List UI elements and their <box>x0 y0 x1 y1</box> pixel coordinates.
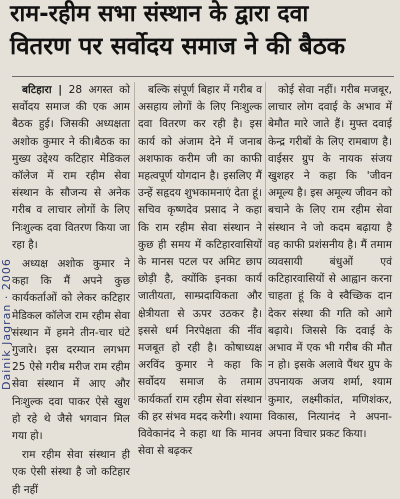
column-1-paragraph-2: अध्यक्ष अशोक कुमार ने कहा कि मैं अपने कुछ कार्यकर्ताओं को लेकर कटिहार मेडिकल कॉलेज राम रहीम सेवा संस्थान में हमने तीन-चार घंटे गुजारे। इस दरम्यान लगभग 25 ऐसे गरीब मरीज राम रहीम सेवा संस्थान में आए और निःशुल्क दवा पाकर ऐसे खुश हो रहे थे जैसे भगवान मिल गया हो। <box>12 258 130 443</box>
headline-line-2: वितरण पर सर्वोदय समाज ने की बैठक <box>10 32 346 61</box>
headline <box>10 2 394 60</box>
column-2-paragraph-1: बल्कि संपूर्ण बिहार में गरीब व असहाय लोगों के लिए निःशुल्क दवा वितरण कर रही है। इस कार्य को अंजाम देने में जनाब अशफाक करीम जी का काफी महत्वपूर्ण योगदान है। इसलिए मैं उन्हें सहृदय शुभकामनाएं देता हूं। सचिव कृष्णदेव प्रसाद ने कहा कि राम रहीम सेवा संस्थान ने कुछ ही समय में कटिहारवासियों के मानस पटल पर अमिट छाप छोड़ी है, क्योंकि इनका कार्य जातीयता, साम्प्रदायिकता और क्षेत्रीयता से ऊपर उठकर है। इससे धर्म निरपेक्षता की नींव मजबूत हो रही है। कोषाध्यक्ष अरविंद कुमार ने कहा कि सर्वोदय समाज के तमाम कार्यकर्ता राम रहीम सेवा संस्थान की हर संभव मदद करेगी। श्यामा विवेकानंद ने कहा था कि मानव सेवा से बढ़कर <box>138 84 262 458</box>
headline-divider <box>12 76 394 77</box>
article-column-3 <box>268 82 392 441</box>
column-1-paragraph-1 <box>12 82 130 254</box>
column-1-paragraph-3: राम रहीम सेवा संस्थान ही एक ऐसी संस्था है जो कटिहार ही नहीं <box>12 449 130 496</box>
article-column-2 <box>138 82 262 458</box>
column-1-paragraph-1-text: 28 अगस्त को सर्वोदय समाज की एक आम बैठक हुई। जिसकी अध्यक्षता अशोक कुमार ने की।बैठक का मुख्य उद्देश्य कटिहार मेडिकल कॉलेज में राम रहीम सेवा संस्थान के सौजन्य से अनेक गरीब व लाचार लोगों के लिए निःशुल्क दवा वितरण किया जा रहा है। <box>12 84 131 251</box>
article-column-1 <box>12 82 131 496</box>
column-3-paragraph-1: कोई सेवा नहीं। गरीब मजबूर, लाचार लोग दवाई के अभाव में बेमौत मारे जाते हैं। मुफ्त दवाई केन्द्र गरीबों के लिए रामबाण है। वाईसर ग्रुप के नायक संजय खुशहर ने कहा कि 'जीवन अमूल्य है। इस अमूल्य जीवन को बचाने के लिए राम रहीम सेवा संस्थान ने जो कदम बढ़ाया है वह काफी प्रशंसनीय है। मैं तमाम व्यवसायी बंधुओं एवं कटिहारवासियों से आह्वान करना चाहता हूं कि वे स्वैच्छिक दान देकर संस्था की गति को आगे बढ़ाये। जिससे कि दवाई के अभाव में एक भी गरीब की मौत न हो। इसके अलावे पैंथर ग्रुप के उपनायक अजय शर्मा, श्याम कुमार, लक्ष्मीकांत, मणिशंकर, विकास, नित्यानंद ने अपना-अपना विचार प्रकट किया। <box>268 84 392 441</box>
column-separator-2 <box>265 82 266 400</box>
headline-line-1: राम-रहीम सभा संस्थान के द्वारा दवा <box>10 1 309 27</box>
dateline: बटिहारा | <box>22 84 63 96</box>
handwritten-margin-note: Dainik Jagran · 2006 <box>0 258 13 390</box>
column-separator-1 <box>134 82 135 400</box>
